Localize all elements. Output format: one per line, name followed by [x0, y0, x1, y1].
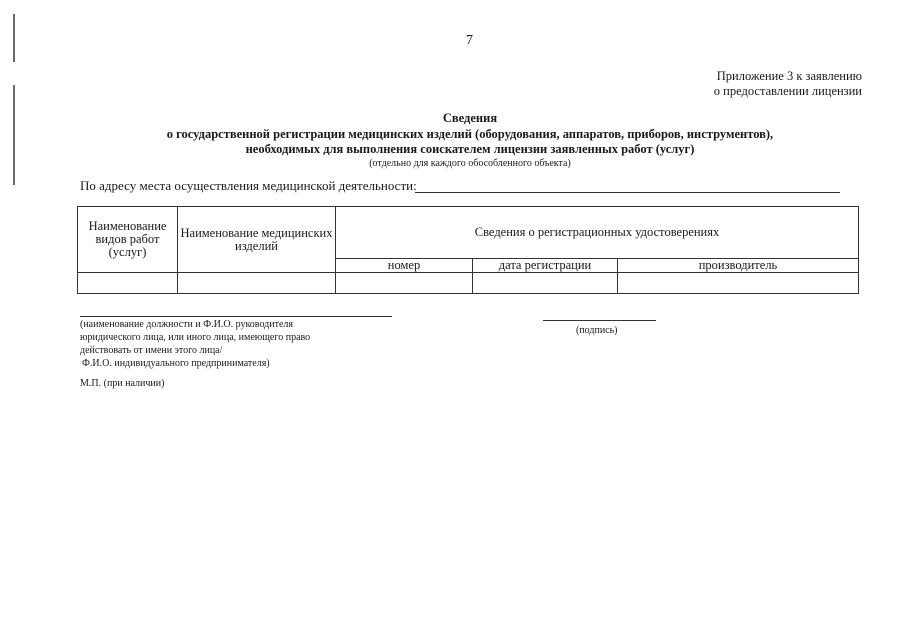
header-medical-devices: Наименование медицинских изделий: [178, 207, 336, 273]
position-caption-line-4: Ф.И.О. индивидуального предпринимателя): [82, 358, 270, 369]
table-cell: [473, 273, 618, 294]
scan-edge-mark: [13, 85, 15, 185]
position-caption-line-1: (наименование должности и Ф.И.О. руководителя: [80, 319, 293, 330]
table-cell: [178, 273, 336, 294]
document-subtitle-1: о государственной регистрации медицинских изделий (оборудования, аппаратов, приборов, инструментов),: [166, 127, 774, 141]
table-row: [78, 273, 859, 294]
title-note: (отдельно для каждого обособленного объекта): [369, 158, 571, 169]
header-registration-certificates: Сведения о регистрационных удостоверениях: [336, 207, 859, 259]
address-label: По адресу места осуществления медицинской деятельности:: [80, 178, 417, 193]
appendix-line-2: о предоставлении лицензии: [713, 84, 862, 98]
position-caption-line-2: юридического лица, или иного лица, имеющего право: [80, 332, 311, 343]
address-fill-line: [415, 192, 840, 193]
appendix-line-1: Приложение 3 к заявлению: [716, 69, 862, 83]
table-cell: [336, 273, 473, 294]
subheader-manufacturer: производитель: [618, 259, 859, 273]
document-title: Сведения: [442, 111, 498, 125]
subheader-registration-date: дата регистрации: [473, 259, 618, 273]
page-number: 7: [466, 33, 473, 48]
position-caption-line-3: действовать от имени этого лица/: [80, 345, 223, 356]
table-cell: [78, 273, 178, 294]
signature-caption: (подпись): [576, 325, 618, 336]
stamp-caption: М.П. (при наличии): [80, 378, 165, 389]
scan-edge-mark: [13, 14, 15, 62]
subheader-number: номер: [336, 259, 473, 273]
table-cell: [618, 273, 859, 294]
header-work-types: Наименование видов работ (услуг): [78, 207, 178, 273]
appendix-note: [714, 69, 862, 99]
signature-line: [543, 320, 656, 321]
position-signature-line: [80, 316, 392, 317]
document-subtitle-2: необходимых для выполнения соискателем лицензии заявленных работ (услуг): [245, 142, 695, 156]
registration-table: [77, 206, 859, 294]
position-caption: [80, 318, 310, 370]
